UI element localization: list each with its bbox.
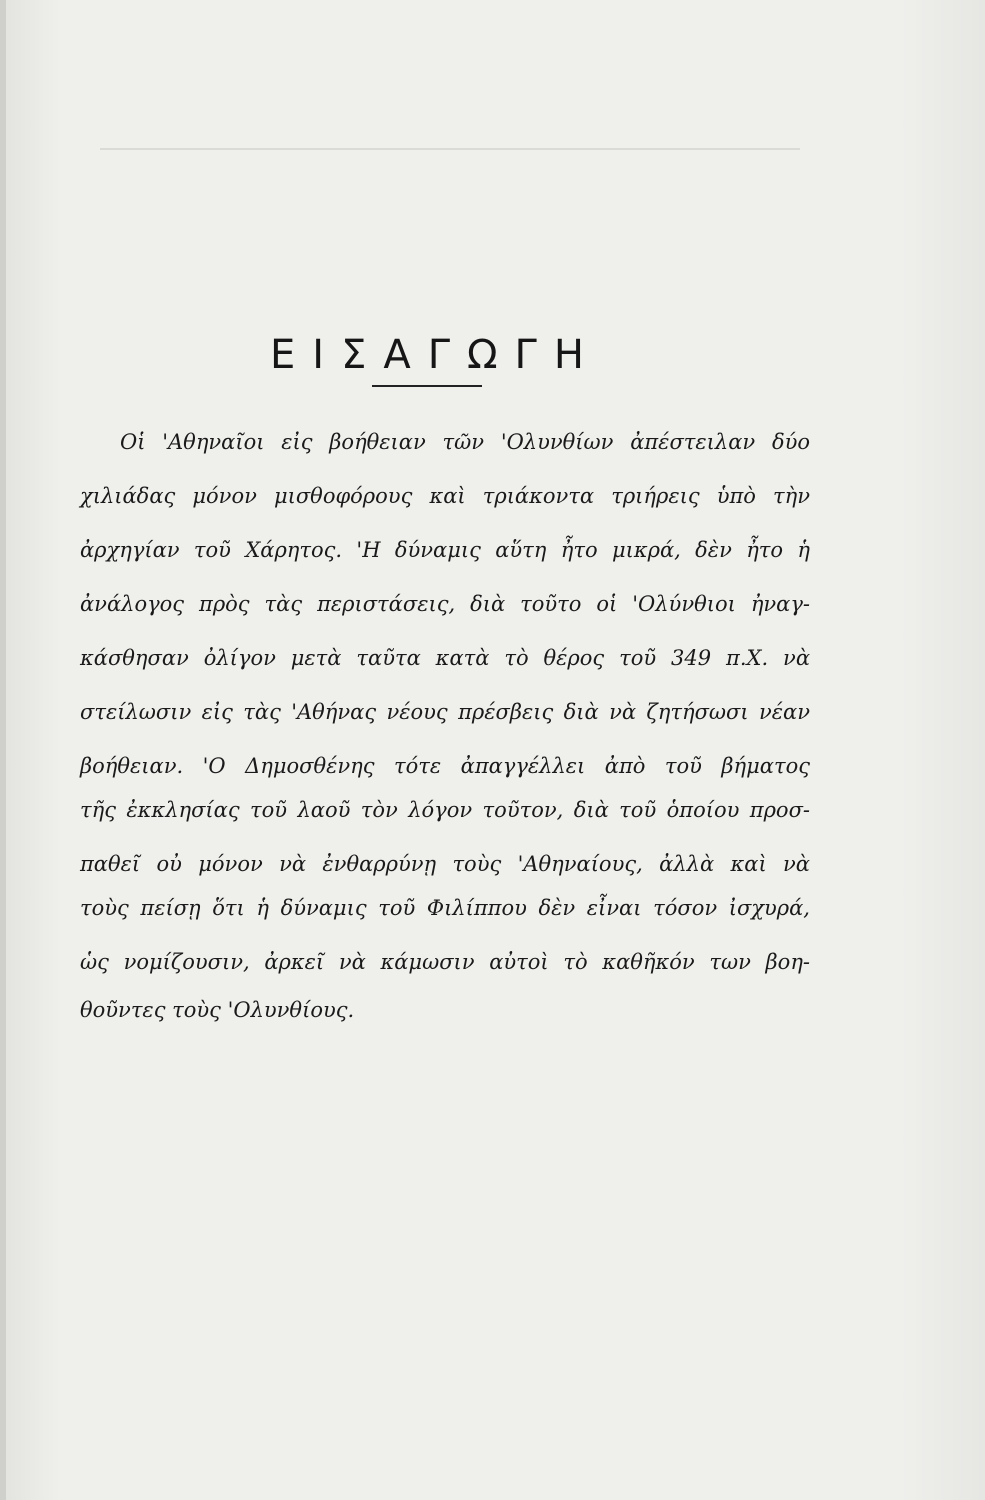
text-line: ἀνάλογος πρὸς τὰς περιστάσεις, διὰ τοῦτο οἱ 'Ολύνθιοι ἠναγ- [80, 592, 810, 616]
text-line: ὡς νομίζουσιν, ἀρκεῖ νὰ κάμωσιν αὐτοὶ τὸ καθῆκόν των βοη- [80, 950, 810, 974]
heading-underline [372, 385, 482, 387]
text-line: Οἱ 'Αθηναῖοι εἰς βοήθειαν τῶν 'Ολυνθίων ἀπέστειλαν δύο [120, 430, 810, 454]
text-line: στείλωσιν εἰς τὰς 'Αθήνας νέους πρέσβεις διὰ νὰ ζητήσωσι νέαν [80, 700, 810, 724]
section-heading: ΕΙΣΑΓΩΓΗ [270, 332, 601, 378]
text-line: παθεῖ οὐ μόνον νὰ ἐνθαρρύνῃ τοὺς 'Αθηναίους, ἀλλὰ καὶ νὰ [80, 852, 810, 876]
bleed-through-rule [100, 148, 800, 150]
text-line: τοὺς πείσῃ ὅτι ἡ δύναμις τοῦ Φιλίππου δὲν εἶναι τόσον ἰσχυρά, [80, 896, 810, 920]
text-line: ἀρχηγίαν τοῦ Χάρητος. 'Η δύναμις αὕτη ἦτο μικρά, δὲν ἦτο ἡ [80, 538, 810, 562]
text-line: κάσθησαν ὀλίγον μετὰ ταῦτα κατὰ τὸ θέρος τοῦ 349 π.Χ. νὰ [80, 646, 810, 670]
page-edge-shadow [0, 0, 6, 1500]
text-line: χιλιάδας μόνον μισθοφόρους καὶ τριάκοντα τριήρεις ὑπὸ τὴν [80, 484, 810, 508]
text-line: τῆς ἐκκλησίας τοῦ λαοῦ τὸν λόγον τοῦτον, διὰ τοῦ ὁποίου προσ- [80, 798, 810, 822]
text-line: βοήθειαν. 'Ο Δημοσθένης τότε ἀπαγγέλλει ἀπὸ τοῦ βήματος [80, 754, 810, 778]
text-line-last: θοῦντες τοὺς 'Ολυνθίους. [80, 998, 355, 1022]
